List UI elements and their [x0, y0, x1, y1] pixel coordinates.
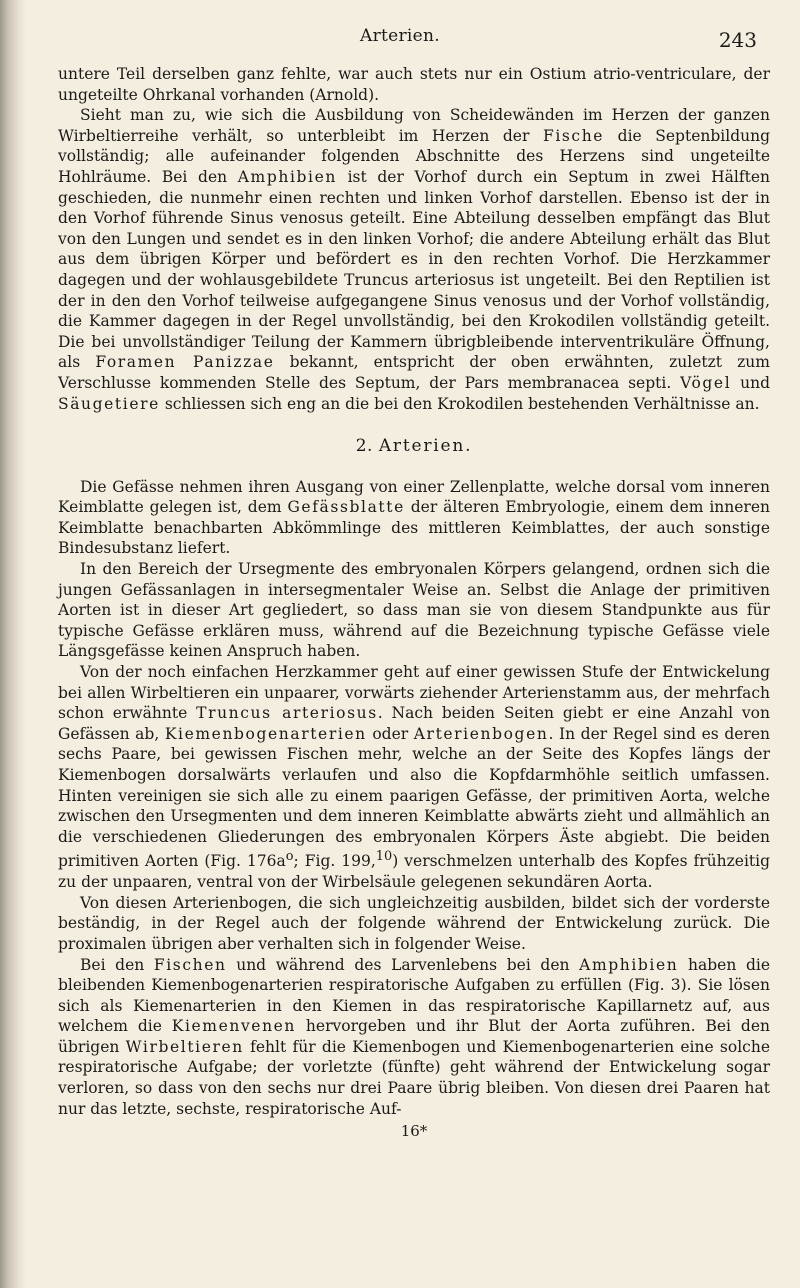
page-gutter-shadow: [0, 0, 26, 1288]
page-body: [58, 64, 770, 1142]
paragraph-segmental-arrangement: In den Bereich der Ursegmente des embryonalen Körpers gelangend, ordnen sich die jungen Gefässanlagen in intersegmentaler Weise an. Selbst die Anlage der primitiven Aorten ist in dieser Art gegliedert, so dass man sie von diesem Standpunkte aus für typische Gefässe erklären muss, während auf die Bezeichnung typische Gefässe viele Längsgefässe keinen Anspruch haben.: [58, 560, 770, 661]
paragraph-septum-formation: Sieht man zu, wie sich die Ausbildung von Scheidewänden im Herzen der ganzen Wirbeltierreihe verhält, so unterbleibt im Herzen der Fische die Septenbildung vollständig; alle aufeinander folgenden Abschnitte des Herzens sind ungeteilte Hohlräume. Bei den Amphibien ist der Vorhof durch ein Septum in zwei Hälften geschieden, die nunmehr einen rechten und linken Vorhof darstellen. Ebenso ist der in den Vorhof führende Sinus venosus geteilt. Eine Abteilung desselben empfängt das Blut von den Lungen und sendet es in den linken Vorhof; die andere Abteilung erhält das Blut aus dem übrigen Körper und befördert es in den rechten Vorhof. Die Herzkammer dagegen und der wohlausgebildete Truncus arteriosus ist ungeteilt. Bei den Reptilien ist der in den den Vorhof teilweise aufgegangene Sinus venosus und der Vorhof vollständig, die Kammer dagegen in der Regel unvollständig, bei den Krokodilen vollständig geteilt. Die bei unvollständiger Teilung der Kammern übrigbleibende interventrikuläre Öffnung, als Foramen Panizzae bekannt, entspricht der oben erwähnten, zuletzt zum Verschlusse kommenden Stelle des Septum, der Pars membranacea septi. Vögel und Säugetiere schliessen sich eng an die bei den Krokodilen bestehenden Verhältnisse an.: [58, 106, 770, 413]
emphasis-term: Amphibien: [237, 167, 337, 186]
section-number: 2.: [355, 436, 373, 457]
page-number: 243: [718, 28, 757, 52]
section-heading: [58, 436, 770, 457]
emphasis-term: Fische: [542, 126, 605, 145]
figure-superscript: 10: [375, 849, 393, 865]
emphasis-term: Vögel: [680, 373, 732, 392]
paragraph-arch-regression: Von diesen Arterienbogen, die sich ungleichzeitig ausbilden, bildet sich der vorderste beständig, in der Regel auch der folgende während der Entwickelung zurück. Die proximalen übrigen aber verhalten sich in folgender Weise.: [58, 893, 770, 953]
printer-signature: 16*: [400, 1122, 428, 1141]
paragraph-continuation: untere Teil derselben ganz fehlte, war auch stets nur ein Ostium atrio-ventriculare, der ungeteilte Ohrkanal vorhanden (Arnold).: [58, 65, 770, 104]
paragraph-respiratory-function: Bei den Fischen und während des Larvenlebens bei den Amphibien haben die bleibenden Kiemenbogenarterien respiratorische Aufgaben zu erfüllen (Fig. 3). Sie lösen sich als Kiemenarterien in den Kiemen in das respiratorische Kapillarnetz auf, aus welchem die Kiemenvenen hervorgeben und ihr Blut der Aorta zuführen. Bei den übrigen Wirbeltieren fehlt für die Kiemenbogen und Kiemenbogenarterien eine solche respiratorische Aufgabe; der vorletzte (fünfte) geht während der Entwickelung sogar verloren, so dass von den sechs nur drei Paare übrig bleiben. Von diesen drei Paaren hat nur das letzte, sechste, respiratorische Auf-: [58, 955, 770, 1118]
emphasis-term: Truncus arteriosus: [196, 704, 378, 723]
emphasis-term: Fischen: [153, 955, 227, 974]
emphasis-term: Gefässblatte: [287, 498, 405, 517]
paragraph-vessel-origin: Die Gefässe nehmen ihren Ausgang von einer Zellenplatte, welche dorsal vom inneren Keimblatte gelegen ist, dem Gefässblatte der älteren Embryologie, einem dem inneren Keimblatte benachbarten Abkömmlinge des mittleren Keimblattes, der auch sonstige Bindesubstanz liefert.: [58, 477, 770, 558]
page-header: [0, 26, 800, 56]
emphasis-term: Kiemenbogenarterien: [164, 724, 367, 743]
section-title: Arterien.: [378, 436, 473, 457]
emphasis-term: Foramen Panizzae: [95, 353, 275, 372]
emphasis-term: Arterienbogen: [413, 724, 549, 743]
figure-superscript: o: [285, 849, 294, 865]
emphasis-term: Amphibien: [579, 955, 679, 974]
emphasis-term: Kiemenvenen: [171, 1017, 297, 1036]
paragraph-arterial-arches: Von der noch einfachen Herzkammer geht auf einer gewissen Stufe der Entwickelung bei allen Wirbeltieren ein unpaarer, vorwärts ziehender Arterienstamm aus, der mehrfach schon erwähnte Truncus arteriosus. Nach beiden Seiten giebt er eine Anzahl von Gefässen ab, Kiemenbogenarterien oder Arterienbogen. In der Regel sind es deren sechs Paare, bei gewissen Fischen mehr, welche an der Seite des Kopfes längs der Kiemenbogen dorsalwärts verlaufen und also die Kopfdarmhöhle seitlich umfassen. Hinten vereinigen sie sich alle zu einem paarigen Gefässe, der primitiven Aorta, welche zwischen den Ursegmenten und dem inneren Keimblatte abwärts zieht und allmählich an die verschiedenen Gliederungen des embryonalen Körpers Äste abgiebt. Die beiden primitiven Aorten (Fig. $176a^o$; Fig. 199,10) verschmelzen unterhalb des Kopfes frühzeitig zu der unpaaren, ventral von der Wirbelsäule gelegenen sekundären Aorta.: [58, 663, 771, 892]
emphasis-term: Säugetiere: [58, 394, 160, 413]
emphasis-term: Wirbeltieren: [125, 1037, 244, 1056]
running-title: Arterien.: [360, 26, 440, 46]
